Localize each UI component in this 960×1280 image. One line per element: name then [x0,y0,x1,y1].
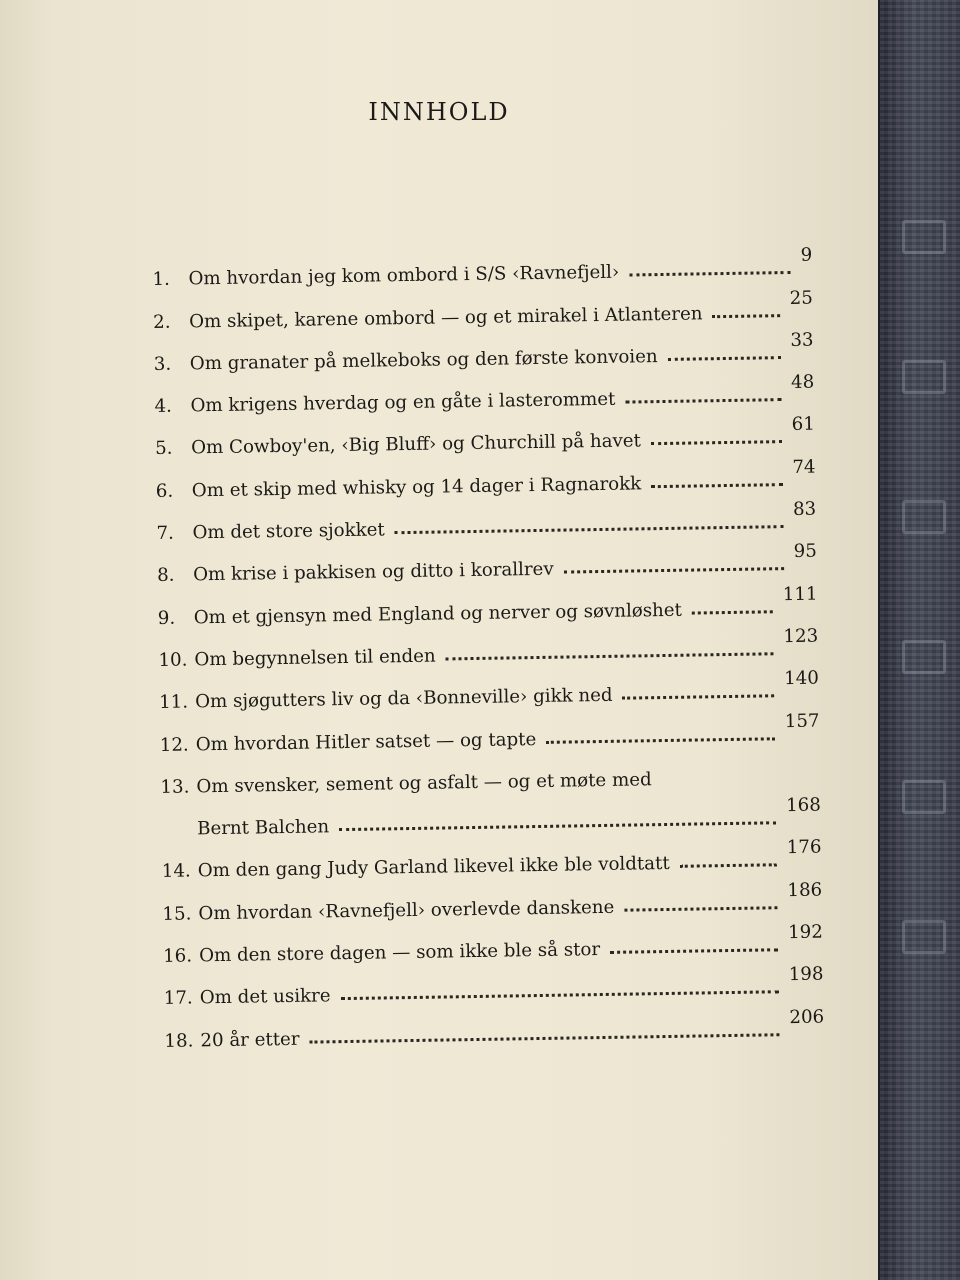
entry-number: 12. [159,734,189,756]
entry-page-number: 61 [791,414,816,436]
dot-leader [446,652,774,660]
entry-page-number: 33 [790,329,814,351]
cover-pattern [902,640,946,674]
entry-title: Om krigens hverdag og en gåte i lasterommet [190,388,616,417]
toc-list [152,238,825,1052]
entry-page-number: 48 [790,371,815,394]
entry-page-number: 206 [789,1006,825,1028]
entry-number: 18. [164,1030,194,1052]
entry-title: 20 år etter [200,1028,300,1051]
dot-leader [668,356,781,361]
entry-number: 7. [156,522,175,545]
entry-title: Om svensker, sement og asfalt — og et møte med [196,769,652,798]
entry-page-number: 9 [800,244,813,267]
entry-title: Om det usikre [199,985,331,1009]
entry-page-number: 157 [784,710,820,732]
cover-pattern [902,360,946,394]
entry-title: Om et gjensyn med England og nerver og søvnløshet [193,599,683,629]
entry-title: Om Cowboy'en, ‹Big Bluff› og Churchill på havet [190,430,642,459]
entry-number: 9. [157,607,176,629]
dot-leader [564,567,784,573]
cover-pattern [902,500,946,534]
entry-number: 1. [152,269,171,291]
entry-title: Om sjøgutters liv og da ‹Bonneville› gikk ned [194,685,613,713]
entry-page-number: 192 [787,921,823,944]
entry-number: 4. [154,395,173,418]
dot-leader [310,1033,780,1043]
book-cover-spine [878,0,960,1280]
entry-title: Om krise i pakkisen og ditto i korallrev [192,559,554,586]
entry-title: Om et skip med whisky og 14 dager i Ragnarokk [191,473,642,502]
entry-page-number: 123 [783,625,819,648]
entry-title: Om skipet, karene ombord — og et mirakel i Atlanteren [188,302,703,333]
entry-page-number: 186 [787,879,823,901]
entry-number: 6. [155,480,174,502]
entry-number: 10. [158,649,188,671]
dot-leader [651,483,782,488]
entry-title: Om den gang Judy Garland likevel ikke ble voldtatt [197,853,670,882]
entry-page-number: 95 [793,540,818,563]
entry-number: 5. [154,438,173,460]
dot-leader [546,737,775,744]
entry-page-number: 176 [786,837,822,859]
dot-leader [339,821,776,831]
entry-page-number: 111 [782,583,818,605]
page-title: INNHOLD [368,98,510,126]
cover-pattern [902,920,946,954]
dot-leader [624,906,777,911]
entry-number: 11. [158,691,189,714]
entry-page-number: 74 [792,456,816,478]
entry-page-number: 83 [792,498,817,521]
entry-number: 17. [163,987,193,1010]
entry-title: Om granater på melkeboks og den første konvoien [189,345,658,375]
dot-leader [713,314,780,318]
entry-number: 3. [153,353,172,375]
dot-leader [629,271,791,277]
dot-leader [680,864,777,869]
entry-page-number: 25 [789,287,814,309]
entry-title: Om hvordan jeg kom ombord i S/S ‹Ravnefjell› [188,261,620,290]
entry-number: 15. [162,903,192,925]
entry-title: Om begynnelsen til enden [194,645,436,671]
dot-leader [623,695,775,700]
dot-leader [651,441,782,446]
entry-title: Om hvordan ‹Ravnefjell› overlevde danskene [198,896,615,925]
entry-title: Om hvordan Hitler satset — og tapte [195,728,537,755]
entry-number: 2. [152,311,171,333]
dot-leader [625,398,781,403]
entry-title: Om det store sjokket [192,519,385,544]
entry-number: 14. [161,860,191,883]
dot-leader [610,948,778,954]
entry-page-number: 168 [785,794,821,817]
dot-leader [341,991,779,1001]
entry-page-number: 198 [788,963,824,986]
entry-number: 8. [156,565,175,587]
entry-number: 13. [160,776,190,798]
entry-number: 16. [162,945,193,967]
entry-title-continuation: Bernt Balchen [196,816,330,840]
dot-leader [692,610,773,614]
entry-title: Om den store dagen — som ikke ble så stor [198,939,601,967]
dot-leader [395,525,784,534]
cover-pattern [902,780,946,814]
cover-pattern [902,220,946,254]
entry-page-number: 140 [783,667,820,690]
